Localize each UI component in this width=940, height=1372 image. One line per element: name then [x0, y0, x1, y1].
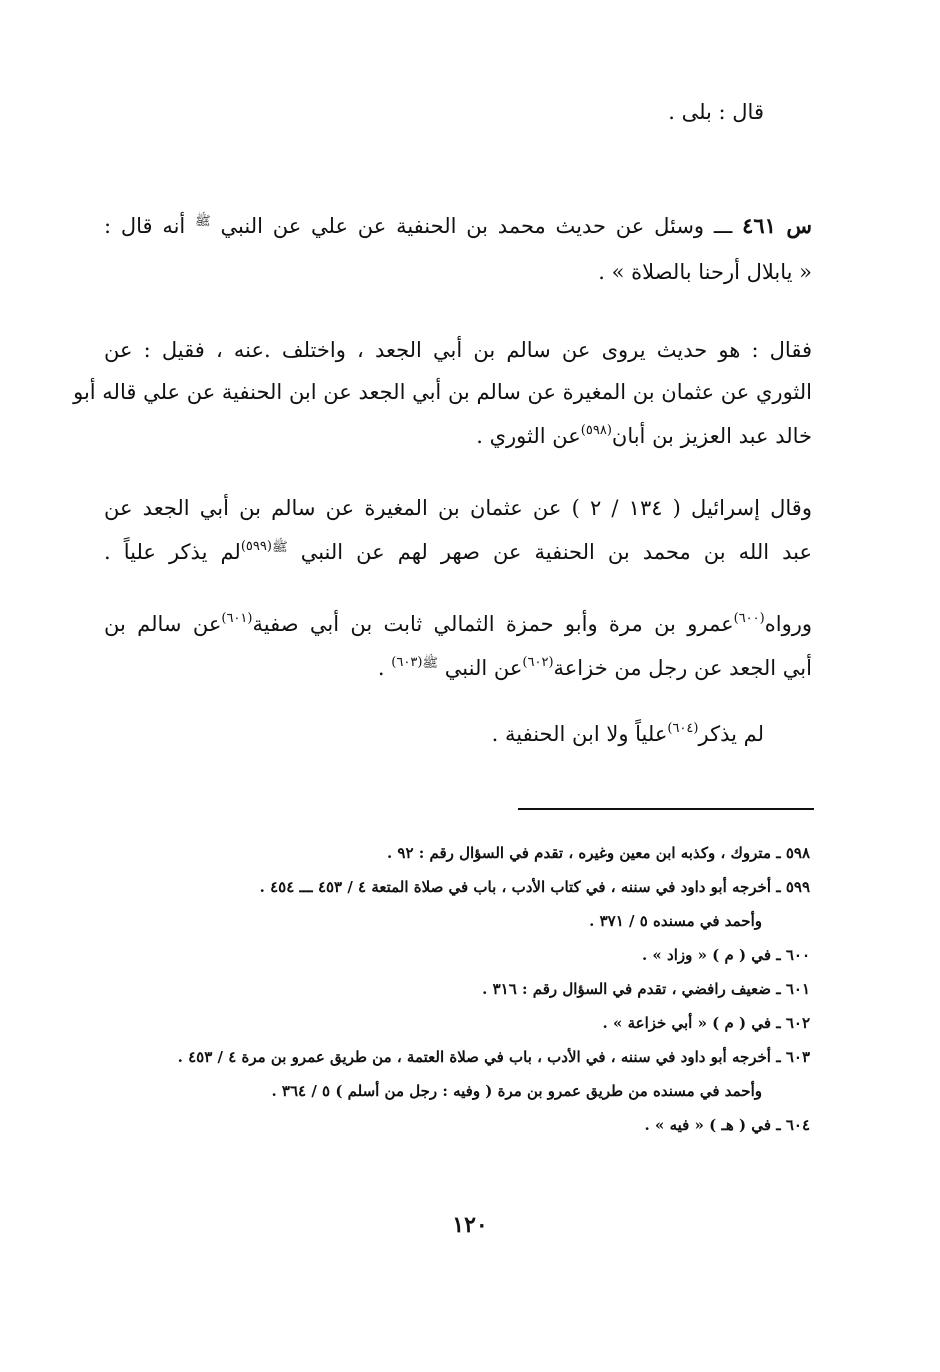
footnote-ref: (٦٠٣) [391, 655, 423, 670]
question-line-1 [104, 210, 812, 242]
footnote-ref: (٥٩٨) [580, 423, 612, 438]
para1-text-1: فقال : هو حديث يروى عن سالم بن أبي الجعد ، واختلف .عنه ، فقيل : عن [104, 338, 812, 362]
para2-line-1 [104, 492, 812, 524]
footnote-ref: (٥٩٩) [240, 539, 272, 554]
footnote-599: ٥٩٩ ـ أخرجه أبو داود في سننه ، في كتاب الأدب ، باب في صلاة المتعة ٤ / ٤٥٣ ـــ ٤٥٤ . [259, 878, 810, 896]
para3-text-1a: ورواه [764, 612, 812, 636]
footnote-599-cont: وأحمد في مسنده ٥ / ٣٧١ . [589, 912, 762, 930]
question-text: ـــ وسئل عن حديث محمد بن الحنفية عن علي عن النبي [220, 214, 733, 238]
salawat-glyph: ﷺ [422, 656, 439, 671]
question-number: س ٤٦١ [742, 213, 812, 238]
para1-text-3a: خالد عبد العزيز بن أبان [611, 424, 812, 448]
para3-text-2b: عن النبي [444, 656, 523, 680]
footnote-598: ٥٩٨ ـ متروك ، وكذبه ابن معين وغيره ، تقدم في السؤال رقم : ٩٢ . [386, 844, 810, 862]
para4-line [492, 718, 764, 750]
para2-text-2b: لم يذكر علياً . [104, 540, 241, 564]
footnote-603-cont: وأحمد في مسنده من طريق عمرو بن مرة ( وفيه : رجل من أسلم ) ٥ / ٣٦٤ . [271, 1082, 762, 1100]
answer-text: قال : بلى . [668, 100, 764, 124]
footnote-ref: (٦٠٠) [733, 611, 765, 626]
para4-text-a: لم يذكر [698, 722, 764, 746]
para3-line-2 [378, 652, 812, 684]
salawat-glyph: ﷺ [195, 214, 211, 229]
para3-text-1b: عمرو بن مرة وأبو حمزة الثمالي ثابت بن أبي صفية [252, 612, 734, 636]
para3-text-2a: أبي الجعد عن رجل من خزاعة [553, 656, 812, 680]
footnote-ref: (٦٠٢) [522, 655, 554, 670]
page-number: ١٢٠ [452, 1212, 488, 1238]
para3-line-1 [104, 608, 812, 640]
footnote-ref: (٦٠١) [221, 611, 253, 626]
question-line-2 [598, 256, 812, 288]
para1-line-1 [104, 334, 812, 366]
footnote-604: ٦٠٤ ـ في ( هـ ) « فيه » . [644, 1116, 810, 1134]
footnote-601: ٦٠١ ـ ضعيف رافضي ، تقدم في السؤال رقم : ٣١٦ . [482, 980, 810, 998]
para3-text-1c: عن سالم بن [104, 612, 222, 636]
para1-line-3 [476, 420, 812, 452]
para1-text-3b: عن الثوري . [476, 424, 581, 448]
footnote-ref: (٦٠٤) [667, 721, 699, 736]
para2-line-2 [104, 536, 812, 568]
question-text-end: أنه قال : [104, 214, 186, 238]
para2-text-1: وقال إسرائيل ( ١٣٤ / ٢ ) عن عثمان بن المغيرة عن سالم بن أبي الجعد عن [104, 496, 812, 520]
question-quote: « يابلال أرحنا بالصلاة » . [598, 260, 812, 284]
footnote-603: ٦٠٣ ـ أخرجه أبو داود في سننه ، في الأدب ، باب في صلاة العتمة ، من طريق عمرو بن مرة ٤ / ٤٥٣ . [177, 1048, 810, 1066]
salawat-glyph: ﷺ [271, 540, 288, 555]
footnote-600: ٦٠٠ ـ في ( م ) « وزاد » . [641, 946, 810, 964]
para1-text-2: الثوري عن عثمان بن المغيرة عن سالم بن أبي الجعد عن ابن الحنفية عن علي قاله أبو [73, 380, 812, 404]
para1-line-2 [73, 376, 812, 408]
footnote-divider [518, 808, 814, 810]
footnote-602: ٦٠٢ ـ في ( م ) « أبي خزاعة » . [602, 1014, 810, 1032]
answer-line [668, 96, 764, 128]
para4-text-b: علياً ولا ابن الحنفية . [491, 722, 668, 746]
para2-text-2a: عبد الله بن محمد بن الحنفية عن صهر لهم عن النبي [300, 540, 813, 564]
para3-text-2c: . [377, 656, 385, 680]
